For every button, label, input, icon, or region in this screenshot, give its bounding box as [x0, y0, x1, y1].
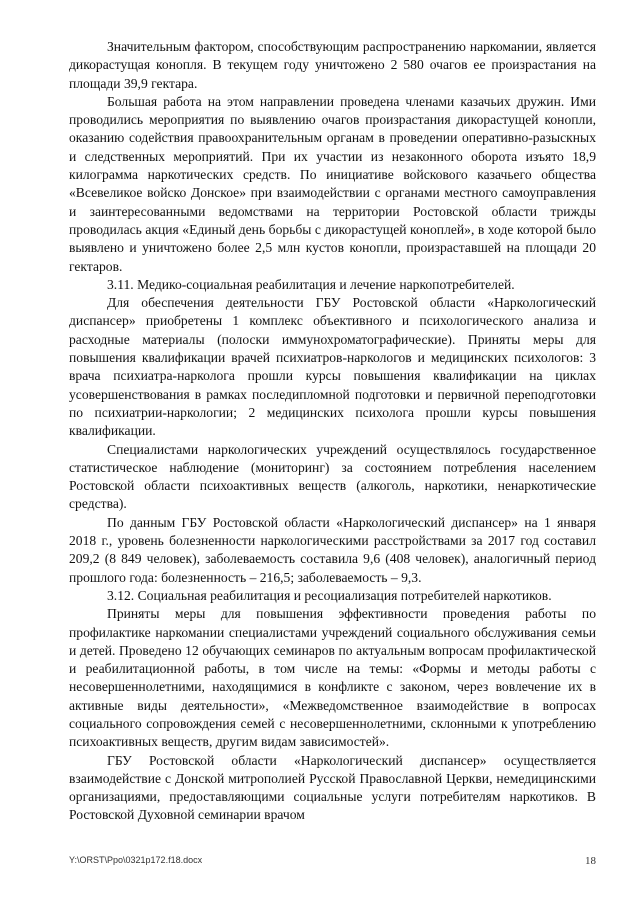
paragraph: Приняты меры для повышения эффективности проведения работы по профилактике наркомании специалистами учреждений социального обслуживания семьи и детей. Проведено 12 обучающих семинаров по актуальным вопросам профилактической и реабилитационной работы, в том числе на темы: «Формы и методы работы с несовершеннолетними, находящимися в конфликте с законом, через вовлечение их в активные виды деятельности», «Межведомственное взаимодействие в вопросах социального сопровождения семей с несовершеннолетними, склонными к употреблению психоактивных веществ, другим видам зависимостей».: [69, 606, 596, 750]
paragraph: Специалистами наркологических учреждений осуществлялось государственное статистическое наблюдение (мониторинг) за состоянием потребления населением Ростовской области психоактивных веществ (алкоголь, наркотики, ненаркотические средства).: [69, 441, 596, 512]
paragraph: ГБУ Ростовской области «Наркологический диспансер» осуществляется взаимодействие с Донской митрополией Русской Православной Церкви, немедицинскими организациями, предоставляющими социальные услуги потребителям наркотиков. В Ростовской Духовной семинарии врачом: [69, 752, 596, 823]
paragraph: Большая работа на этом направлении проведена членами казачьих дружин. Ими проводились мероприятия по выявлению очагов произрастания дикорастущей конопли, оказанию содействия правоохранительным органам в проведении оперативно-разыскных и следственных мероприятий. При их участии из незаконного оборота изъято 18,9 килограмма наркотических средств. По инициативе войскового казачьего общества «Всевеликое войско Донское» при взаимодействии с органами местного самоуправления и заинтересованными ведомствами на территории Ростовской области трижды проводилась акция «Единый день борьбы с дикорастущей коноплей», в ходе которой было выявлено и уничтожено более 2,5 млн кустов конопли, произраставшей на площади 20 гектаров.: [69, 93, 596, 274]
document-body: [69, 38, 596, 825]
section-heading: 3.12. Социальная реабилитация и ресоциализация потребителей наркотиков.: [107, 587, 552, 603]
section-heading: 3.11. Медико-социальная реабилитация и лечение наркопотребителей.: [107, 276, 515, 292]
paragraph: Значительным фактором, способствующим распространению наркомании, является дикорастущая конопля. В текущем году уничтожено 2 580 очагов ее произрастания на площади 39,9 гектара.: [69, 39, 596, 91]
footer-file-path: Y:\ORST\Ppo\0321p172.f18.docx: [69, 855, 203, 865]
paragraph: По данным ГБУ Ростовской области «Наркологический диспансер» на 1 января 2018 г., уровень болезненности наркологическими расстройствами за 2017 год составил 209,2 (8 849 человек), заболеваемость составила 9,6 (408 человек), аналогичный период прошлого года: болезненность – 216,5; заболеваемость – 9,3.: [69, 514, 596, 585]
paragraph: Для обеспечения деятельности ГБУ Ростовской области «Наркологический диспансер» приобретены 1 комплекс объективного и психологического анализа и расходные материалы (полоски иммунохроматографические). Приняты меры для повышения квалификации врачей психиатров-наркологов и медицинских психологов: 3 врача психиатра-нарколога прошли курсы повышения квалификации на циклах усовершенствования в рамках последипломной подготовки и первичной переподготовки по психиатрии-наркологии; 2 медицинских психолога прошли курсы повышения квалификации.: [69, 295, 596, 439]
page-number: 18: [585, 855, 596, 867]
